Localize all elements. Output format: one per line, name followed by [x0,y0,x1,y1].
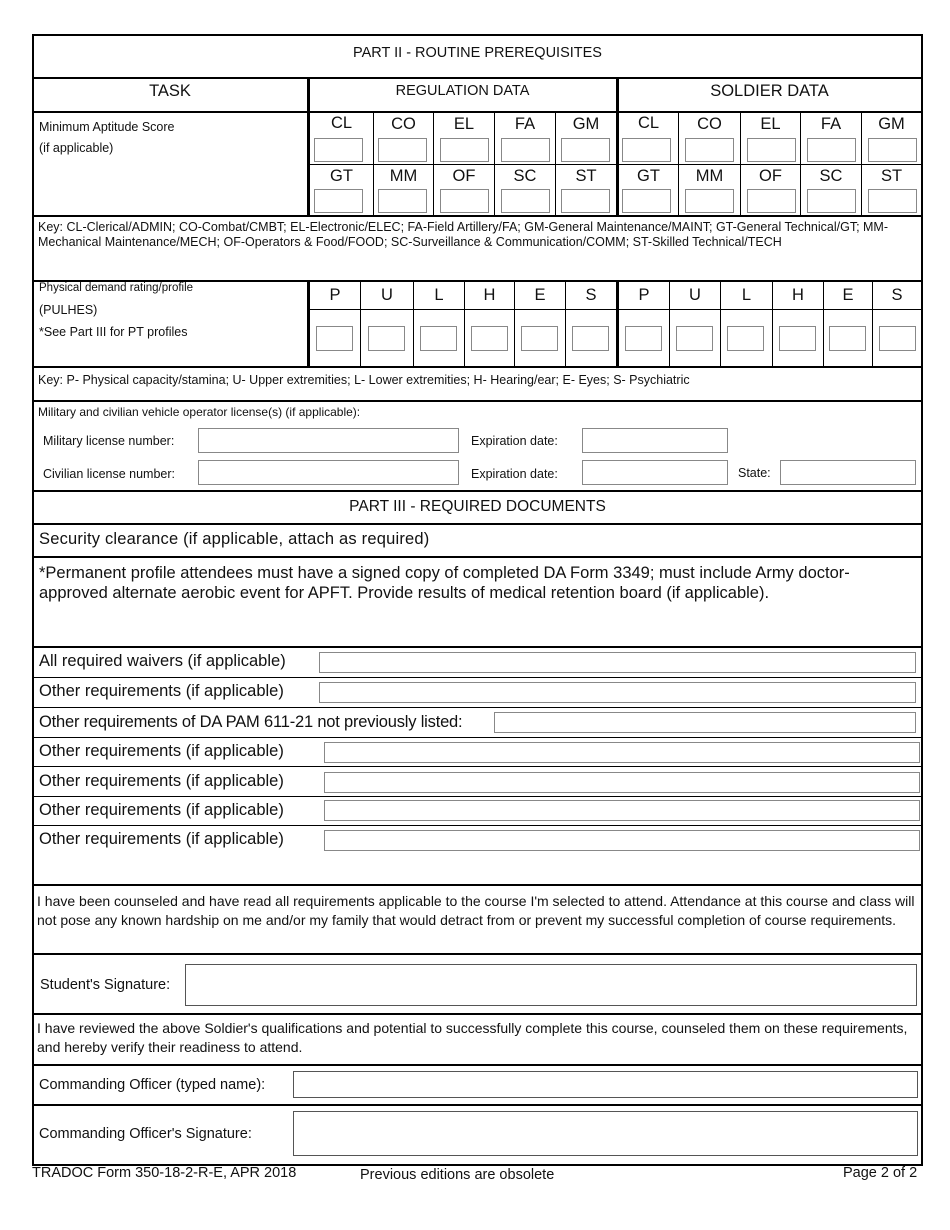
reg-code-gt: GT [330,167,353,185]
divider [32,556,923,558]
civilian-expiration-label: Expiration date: [471,467,558,481]
student-signature-field[interactable] [185,964,917,1006]
other-requirements-label-3: Other requirements (if applicable) [39,772,284,790]
form-identifier: TRADOC Form 350-18-2-R-E, APR 2018 [32,1165,297,1181]
frame-right [921,34,923,1166]
divider [32,215,923,217]
sol-code-gt: GT [637,167,660,185]
dapam-requirements-label: Other requirements of DA PAM 611-21 not previously listed: [39,713,463,731]
reg-pulhes-e-input[interactable] [521,326,558,351]
other-requirements-label-4: Other requirements (if applicable) [39,801,284,819]
sol-score-st[interactable] [868,189,917,213]
divider [32,77,923,79]
commander-statement: I have reviewed the above Soldier's qualifications and potential to successfully complete this course, counseled them on these requirements, and hereby verify their readiness to attend. [37,1020,908,1055]
divider [32,825,923,826]
military-expiration-label: Expiration date: [471,434,558,448]
frame-left [32,34,34,1166]
reg-code-mm: MM [389,167,418,185]
divider [32,737,923,738]
divider [32,953,923,955]
aptitude-key: Key: CL-Clerical/ADMIN; CO-Combat/CMBT; EL-Electronic/ELEC; FA-Field Artillery/FA; GM-General Maintenance/MAINT; GT-General Technical/GT; MM-Mechanical Maintenance/MECH; OF-Operators & Food/FOOD; SC-Surveillance & Communication/COMM; ST-Skilled Technical/TECH [38,220,888,249]
military-license-label: Military license number: [43,434,175,448]
reg-pulhes-s: S [585,286,597,304]
divider [32,1064,923,1066]
divider [32,523,923,525]
reg-code-cl: CL [330,114,353,132]
regulation-data-header: REGULATION DATA [395,83,530,99]
aptitude-label: Minimum Aptitude Score [39,120,175,134]
reg-score-st[interactable] [561,189,610,213]
other-requirements-label-2: Other requirements (if applicable) [39,742,284,760]
reg-score-sc[interactable] [501,189,550,213]
sol-score-cl[interactable] [622,138,671,162]
sol-code-sc: SC [819,167,843,185]
sol-score-co[interactable] [685,138,734,162]
reg-score-cl[interactable] [314,138,363,162]
reg-score-of[interactable] [440,189,489,213]
commander-typed-name-input[interactable] [293,1071,918,1098]
divider [32,766,923,767]
reg-pulhes-e: E [534,286,546,304]
divider [32,1104,923,1106]
other-requirements-label-1: Other requirements (if applicable) [39,682,284,700]
reg-pulhes-h-input[interactable] [471,326,508,351]
reg-code-of: OF [452,167,476,185]
reg-score-gm[interactable] [561,138,610,162]
page-number: Page 2 of 2 [843,1165,918,1181]
divider [616,77,619,217]
task-header: TASK [149,82,191,100]
commander-typed-name-label: Commanding Officer (typed name): [39,1077,266,1093]
divider [32,111,923,113]
sol-score-gt[interactable] [622,189,671,213]
divider [32,707,923,708]
reg-score-mm[interactable] [378,189,427,213]
sol-pulhes-s-input[interactable] [879,326,916,351]
part2-title: PART II - ROUTINE PREREQUISITES [353,45,602,61]
reg-code-fa: FA [514,115,536,133]
sol-score-fa[interactable] [807,138,856,162]
sol-pulhes-p-input[interactable] [625,326,662,351]
divider [32,1013,923,1015]
reg-score-el[interactable] [440,138,489,162]
reg-pulhes-u: U [381,286,393,304]
other-requirements-input-5[interactable] [324,830,920,851]
sol-code-co: CO [697,115,722,133]
sol-code-cl: CL [637,114,660,132]
frame-top [32,34,923,36]
military-expiration-input[interactable] [582,428,728,453]
reg-score-co[interactable] [378,138,427,162]
sol-score-mm[interactable] [685,189,734,213]
reg-pulhes-l: L [434,286,444,304]
military-license-input[interactable] [198,428,459,453]
sol-score-of[interactable] [747,189,796,213]
sol-pulhes-s: S [891,286,903,304]
sol-pulhes-e-input[interactable] [829,326,866,351]
pulhes-key: Key: P- Physical capacity/stamina; U- Upper extremities; L- Lower extremities; H- Hearing/ear; E- Eyes; S- Psychiatric [38,373,690,387]
sol-code-mm: MM [695,167,724,185]
other-requirements-label-5: Other requirements (if applicable) [39,830,284,848]
sol-code-of: OF [759,167,782,185]
sol-pulhes-l-input[interactable] [727,326,764,351]
sol-score-sc[interactable] [807,189,856,213]
other-requirements-input-4[interactable] [324,800,920,821]
sol-score-gm[interactable] [868,138,917,162]
other-requirements-input-1[interactable] [319,682,916,703]
reg-pulhes-l-input[interactable] [420,326,457,351]
sol-pulhes-h: H [792,286,804,304]
sol-code-st: ST [880,167,903,185]
license-title: Military and civilian vehicle operator license(s) (if applicable): [38,405,361,419]
state-label: State: [738,466,771,480]
student-signature-label: Student's Signature: [40,977,171,993]
permanent-profile-note: *Permanent profile attendees must have a signed copy of completed DA Form 3349; must include Army doctor-approved alternate aerobic event for APFT. Provide results of medical retention board (if applicable). [39,564,850,602]
reg-pulhes-p-input[interactable] [316,326,353,351]
civilian-license-input[interactable] [198,460,459,485]
waivers-label: All required waivers (if applicable) [39,652,286,670]
reg-pulhes-h: H [483,286,496,304]
sol-pulhes-h-input[interactable] [779,326,816,351]
sol-score-el[interactable] [747,138,796,162]
sol-code-el: EL [760,115,781,133]
reg-score-fa[interactable] [501,138,550,162]
waivers-input[interactable] [319,652,916,673]
commander-signature-field[interactable] [293,1111,918,1156]
sol-pulhes-l: L [741,286,752,304]
part3-title: PART III - REQUIRED DOCUMENTS [349,498,606,515]
sol-pulhes-p: P [638,286,650,304]
pulhes-label-code: (PULHES) [39,303,98,317]
reg-pulhes-s-input[interactable] [572,326,609,351]
civilian-expiration-input[interactable] [582,460,728,485]
reg-code-co: CO [391,115,416,133]
sol-code-fa: FA [820,115,842,133]
reg-code-el: EL [453,115,475,133]
sol-code-gm: GM [878,115,905,133]
obsolete-notice: Previous editions are obsolete [360,1167,555,1183]
security-clearance-label: Security clearance (if applicable, attach as required) [39,530,430,548]
reg-code-sc: SC [513,167,537,185]
dapam-requirements-input[interactable] [494,712,916,733]
divider [32,490,923,492]
divider [307,164,923,165]
commander-signature-label: Commanding Officer's Signature: [39,1126,252,1142]
reg-pulhes-u-input[interactable] [368,326,405,351]
other-requirements-input-2[interactable] [324,742,920,763]
student-statement: I have been counseled and have read all requirements applicable to the course I'm selected to attend. Attendance at this course and class will not pose any known hardship on me and/or my family that would detract from or prevent my successful completion of course requirements. [37,893,915,928]
other-requirements-input-3[interactable] [324,772,920,793]
state-input[interactable] [780,460,916,485]
divider [32,366,923,368]
divider [307,309,923,310]
soldier-data-header: SOLDIER DATA [710,82,829,100]
pulhes-label: Physical demand rating/profile [39,282,194,294]
reg-code-gm: GM [572,115,600,133]
aptitude-label-note: (if applicable) [39,141,114,155]
reg-score-gt[interactable] [314,189,363,213]
civilian-license-label: Civilian license number: [43,467,176,481]
reg-pulhes-p: P [329,286,341,304]
divider [32,884,923,886]
sol-pulhes-u: U [689,286,701,304]
pulhes-label-note: *See Part III for PT profiles [39,325,188,339]
reg-code-st: ST [575,167,597,185]
divider [32,796,923,797]
sol-pulhes-u-input[interactable] [676,326,713,351]
divider [32,646,923,648]
divider [32,400,923,402]
divider [32,677,923,678]
sol-pulhes-e: E [842,286,854,304]
divider [307,77,310,217]
